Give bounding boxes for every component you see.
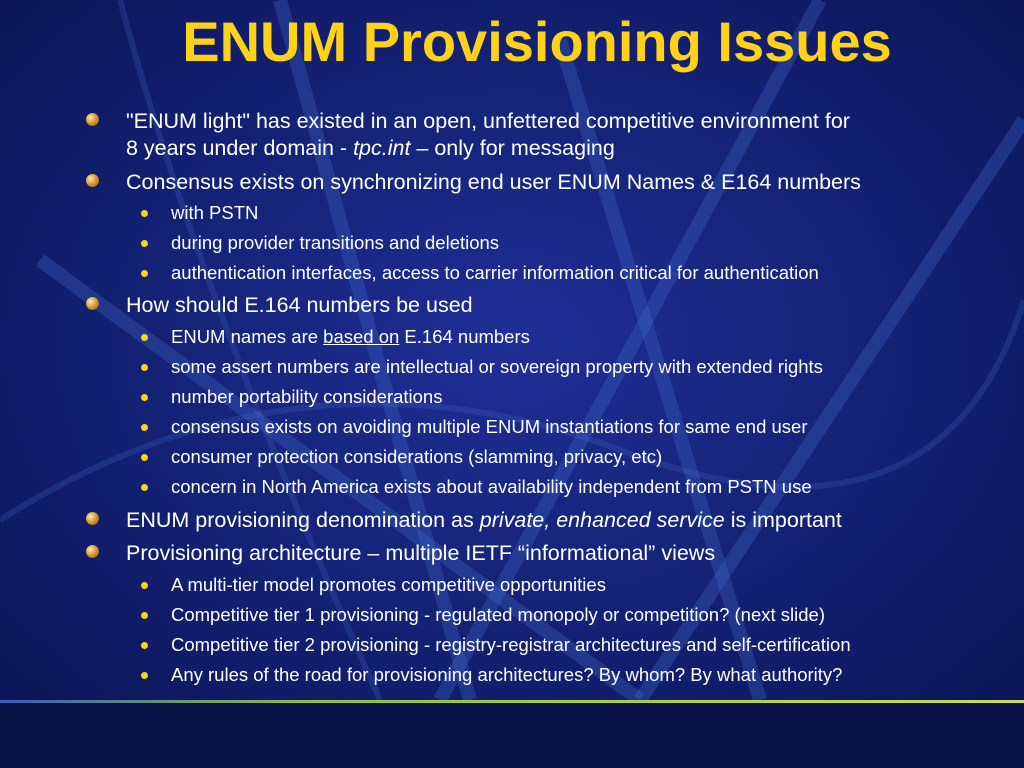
bullet-icon	[86, 113, 99, 126]
bullet-text: – only for messaging	[410, 136, 615, 160]
bullet-text: 8 years under domain -	[126, 136, 354, 160]
sub-bullet-item	[171, 476, 812, 498]
sub-bullet-icon	[141, 240, 148, 247]
sub-bullet-icon	[141, 270, 148, 277]
sub-bullet-item	[171, 574, 606, 596]
bullet-text: Provisioning architecture – multiple IETF “informational” views	[126, 541, 716, 565]
sub-bullet-text: during provider transitions and deletions	[171, 232, 500, 253]
bullet-item	[126, 292, 473, 319]
sub-bullet-icon	[141, 582, 148, 589]
sub-bullet-icon	[141, 612, 148, 619]
bullet-item	[126, 507, 842, 534]
sub-bullet-item	[171, 202, 258, 224]
sub-bullet-icon	[141, 334, 148, 341]
emphasis-domain: tpc.int	[353, 136, 411, 160]
sub-bullet-icon	[141, 210, 148, 217]
bullet-icon	[86, 545, 99, 558]
sub-bullet-icon	[141, 672, 148, 679]
sub-bullet-text: some assert numbers are intellectual or sovereign property with extended rights	[171, 356, 823, 377]
bullet-item-continuation	[126, 135, 615, 162]
sub-bullet-icon	[141, 364, 148, 371]
bullet-text: "ENUM light" has existed in an open, unfettered competitive environment for	[126, 109, 850, 133]
bullet-text: is important	[724, 508, 842, 532]
sub-bullet-item	[171, 664, 842, 686]
bullet-icon	[86, 512, 99, 525]
footer-band	[0, 703, 1024, 768]
sub-bullet-text: E.164 numbers	[399, 326, 530, 347]
sub-bullet-item	[171, 446, 662, 468]
sub-bullet-item	[171, 326, 530, 348]
sub-bullet-icon	[141, 394, 148, 401]
sub-bullet-icon	[141, 454, 148, 461]
sub-bullet-text: A multi-tier model promotes competitive opportunities	[171, 574, 606, 595]
sub-bullet-item	[171, 416, 808, 438]
underlined-text: based on	[323, 326, 400, 347]
sub-bullet-text: Competitive tier 2 provisioning - registry-registrar architectures and self-certification	[171, 634, 851, 655]
bullet-item	[126, 169, 861, 196]
bullet-text: How should E.164 numbers be used	[126, 293, 473, 317]
sub-bullet-icon	[141, 424, 148, 431]
sub-bullet-text: consumer protection considerations (slamming, privacy, etc)	[171, 446, 663, 467]
sub-bullet-text: authentication interfaces, access to carrier information critical for authentication	[171, 262, 819, 283]
bullet-item	[126, 540, 715, 567]
sub-bullet-text: consensus exists on avoiding multiple ENUM instantiations for same end user	[171, 416, 808, 437]
bullet-icon	[86, 297, 99, 310]
sub-bullet-text: Any rules of the road for provisioning architectures? By whom? By what authority?	[171, 664, 843, 685]
sub-bullet-item	[171, 386, 442, 408]
bullet-icon	[86, 174, 99, 187]
sub-bullet-item	[171, 232, 499, 254]
sub-bullet-text: number portability considerations	[171, 386, 443, 407]
bullet-text: Consensus exists on synchronizing end user ENUM Names & E164 numbers	[126, 170, 861, 194]
slide-title: ENUM Provisioning Issues	[182, 10, 892, 73]
sub-bullet-text: concern in North America exists about availability independent from PSTN use	[171, 476, 812, 497]
sub-bullet-icon	[141, 484, 148, 491]
sub-bullet-item	[171, 262, 819, 284]
sub-bullet-text: Competitive tier 1 provisioning - regulated monopoly or competition? (next slide)	[171, 604, 825, 625]
sub-bullet-icon	[141, 642, 148, 649]
sub-bullet-item	[171, 634, 851, 656]
bullet-text: ENUM provisioning denomination as	[126, 508, 480, 532]
sub-bullet-text: with PSTN	[171, 202, 259, 223]
emphasis-text: private, enhanced service	[479, 508, 725, 532]
sub-bullet-item	[171, 356, 823, 378]
sub-bullet-item	[171, 604, 825, 626]
bullet-item	[126, 108, 850, 135]
sub-bullet-text: ENUM names are	[171, 326, 324, 347]
